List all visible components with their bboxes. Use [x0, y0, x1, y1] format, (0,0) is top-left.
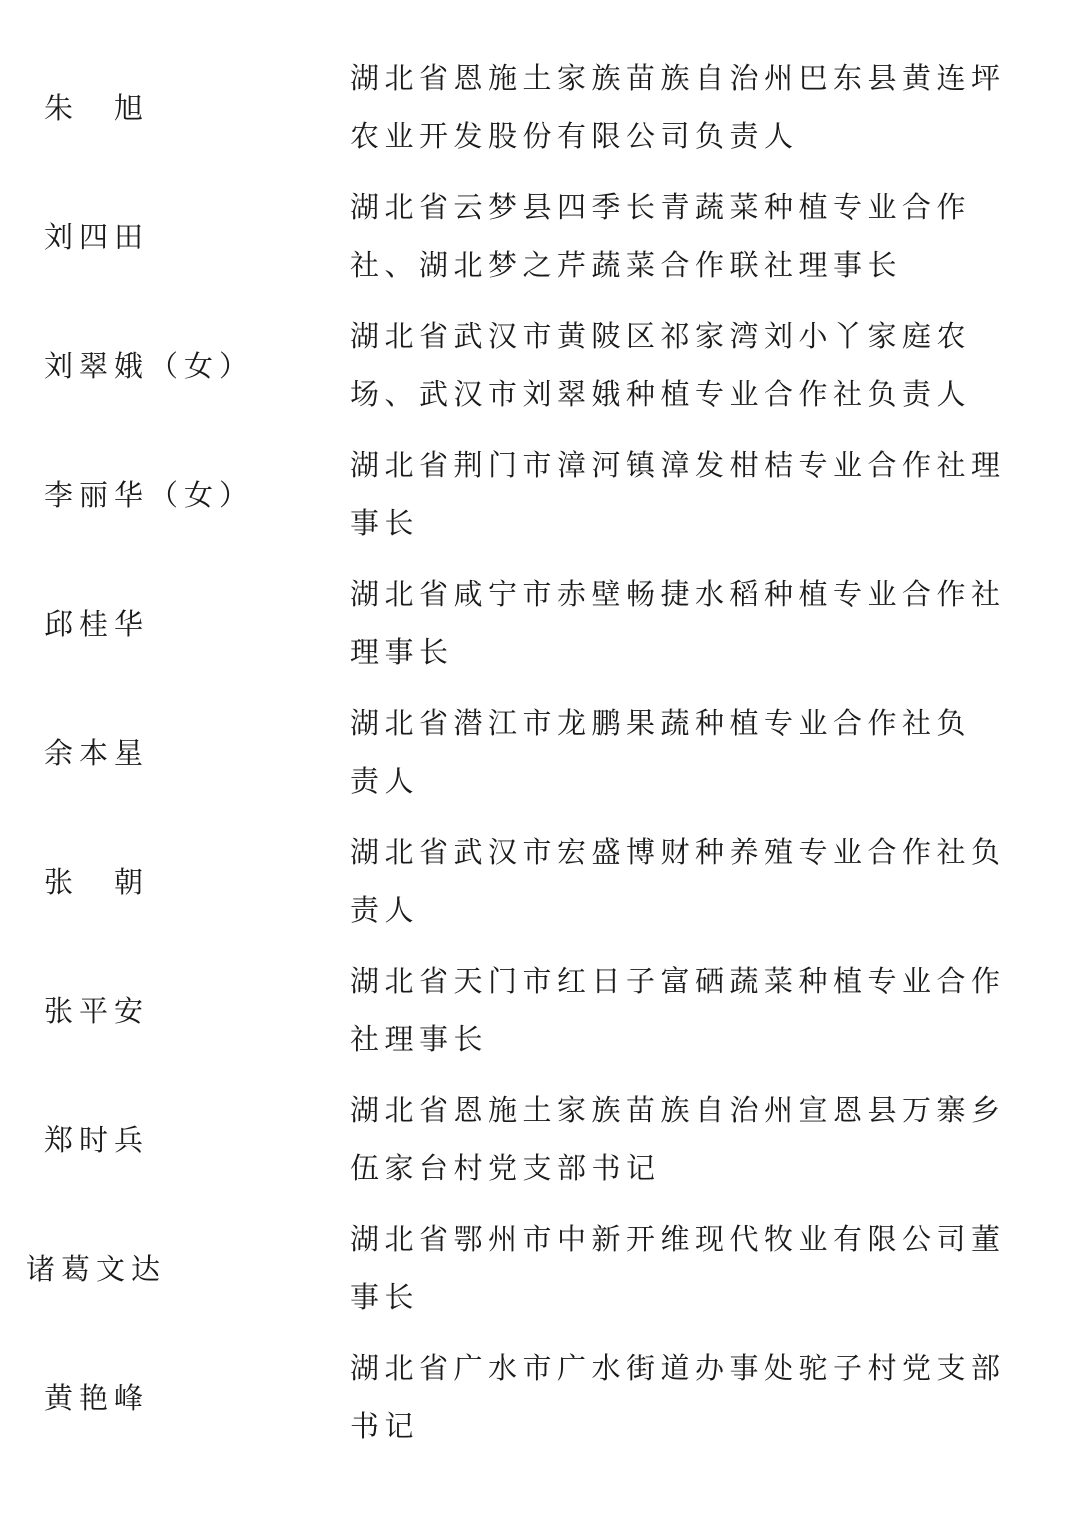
list-item [0, 816, 1080, 945]
list-item [0, 429, 1080, 558]
title-line: 伍家台村党支部书记 [350, 1150, 661, 1185]
title-line: 湖北省咸宁市赤壁畅捷水稻种植专业合作社 [350, 576, 1006, 611]
person-name: 郑时兵 [44, 1123, 150, 1157]
person-name: 刘四田 [44, 220, 150, 254]
title-line: 湖北省荆门市漳河镇漳发柑桔专业合作社理 [350, 447, 1006, 482]
name-list [0, 42, 1080, 1461]
person-title [350, 952, 1040, 1068]
title-line: 责人 [350, 763, 420, 798]
title-line: 湖北省鄂州市中新开维现代牧业有限公司董 [350, 1221, 1006, 1256]
person-name: 黄艳峰 [44, 1381, 150, 1415]
title-line: 社、湖北梦之芹蔬菜合作联社理事长 [350, 247, 903, 282]
title-line: 书记 [350, 1408, 420, 1443]
list-item [0, 558, 1080, 687]
list-item [0, 1332, 1080, 1461]
title-line: 场、武汉市刘翠娥种植专业合作社负责人 [350, 376, 972, 411]
person-name: 刘翠娥（女） [44, 349, 255, 383]
person-title [350, 307, 1040, 423]
title-line: 湖北省武汉市宏盛博财种养殖专业合作社负 [350, 834, 1006, 869]
list-item [0, 42, 1080, 171]
person-title [350, 49, 1040, 165]
person-title [350, 178, 1040, 294]
person-name: 李丽华（女） [44, 478, 255, 512]
title-line: 社理事长 [350, 1021, 489, 1056]
person-title [350, 823, 1040, 939]
person-name: 张平安 [44, 994, 150, 1028]
title-line: 理事长 [350, 634, 454, 669]
person-name: 张 朝 [44, 865, 150, 899]
person-name: 余本星 [44, 736, 150, 770]
person-name: 邱桂华 [44, 607, 150, 641]
person-title [350, 565, 1040, 681]
list-item [0, 1203, 1080, 1332]
title-line: 湖北省武汉市黄陂区祁家湾刘小丫家庭农 [350, 318, 972, 353]
title-line: 农业开发股份有限公司负责人 [350, 118, 799, 153]
title-line: 事长 [350, 1279, 420, 1314]
title-line: 湖北省潜江市龙鹏果蔬种植专业合作社负 [350, 705, 972, 740]
title-line: 湖北省恩施土家族苗族自治州宣恩县万寨乡 [350, 1092, 1006, 1127]
person-title [350, 436, 1040, 552]
person-title [350, 1339, 1040, 1455]
list-item [0, 687, 1080, 816]
title-line: 责人 [350, 892, 420, 927]
list-item [0, 1074, 1080, 1203]
person-title [350, 1081, 1040, 1197]
title-line: 湖北省恩施土家族苗族自治州巴东县黄连坪 [350, 60, 1006, 95]
person-title [350, 1210, 1040, 1326]
person-title [350, 694, 1040, 810]
title-line: 湖北省广水市广水街道办事处驼子村党支部 [350, 1350, 1006, 1385]
list-item [0, 300, 1080, 429]
person-name: 诸葛文达 [26, 1252, 167, 1286]
title-line: 事长 [350, 505, 420, 540]
list-item [0, 945, 1080, 1074]
list-item [0, 171, 1080, 300]
title-line: 湖北省天门市红日子富硒蔬菜种植专业合作 [350, 963, 1006, 998]
title-line: 湖北省云梦县四季长青蔬菜种植专业合作 [350, 189, 972, 224]
person-name: 朱 旭 [44, 91, 150, 125]
